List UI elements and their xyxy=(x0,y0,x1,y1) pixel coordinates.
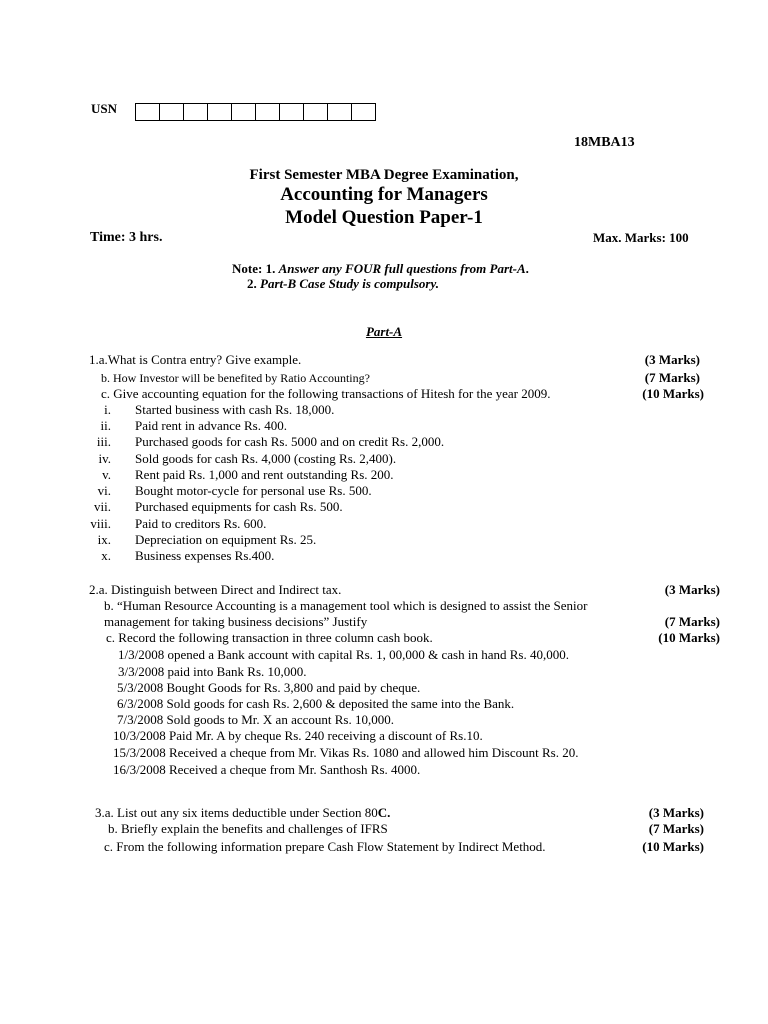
q3b-text: b. Briefly explain the benefits and challenges of IFRS xyxy=(108,821,388,836)
q2c-marks: (10 Marks) xyxy=(658,630,720,645)
q3a-marks: (3 Marks) xyxy=(648,805,704,820)
list-item-number: i. xyxy=(104,402,111,417)
list-item: 5/3/2008 Bought Goods for Rs. 3,800 and paid by cheque. xyxy=(117,680,421,695)
list-item: Rent paid Rs. 1,000 and rent outstanding Rs. 200. xyxy=(135,467,394,482)
list-item: 16/3/2008 Received a cheque from Mr. Santhosh Rs. 4000. xyxy=(113,762,421,777)
list-item-number: iv. xyxy=(98,451,111,466)
q3a-text: 3.a. List out any six items deductible under Section 80C. xyxy=(95,805,391,820)
list-item-number: vii. xyxy=(94,499,111,514)
list-item: Started business with cash Rs. 18,000. xyxy=(135,402,335,417)
time-label: Time: 3 hrs. xyxy=(90,230,163,245)
list-item-number: iii. xyxy=(96,434,111,449)
list-item-number: ix. xyxy=(97,532,111,547)
usn-boxes[interactable] xyxy=(135,103,376,121)
list-item: 15/3/2008 Received a cheque from Mr. Vikas Rs. 1080 and allowed him Discount Rs. 20. xyxy=(113,745,579,760)
list-item: Paid rent in advance Rs. 400. xyxy=(135,418,287,433)
exam-title: First Semester MBA Degree Examination, xyxy=(249,167,519,183)
q2b-marks: (7 Marks) xyxy=(664,614,720,629)
list-item: Purchased goods for cash Rs. 5000 and on credit Rs. 2,000. xyxy=(135,434,445,449)
q2b-text-line1: b. “Human Resource Accounting is a management tool which is designed to assist the Senior xyxy=(104,598,588,613)
q1a-text: 1.a.What is Contra entry? Give example. xyxy=(89,352,302,367)
q1c-marks: (10 Marks) xyxy=(642,386,704,401)
q2c-text: c. Record the following transaction in three column cash book. xyxy=(106,630,433,645)
list-item: Business expenses Rs.400. xyxy=(135,548,275,563)
q3b-marks: (7 Marks) xyxy=(648,821,704,836)
list-item: Purchased equipments for cash Rs. 500. xyxy=(135,499,343,514)
q3c-marks: (10 Marks) xyxy=(642,839,704,854)
subject-title: Accounting for Managers xyxy=(280,184,488,205)
q2b-text-line2: management for taking business decisions” Justify xyxy=(104,614,368,629)
note-line-1: Note: 1. Answer any FOUR full questions from Part-A. xyxy=(232,261,529,276)
list-item: Sold goods for cash Rs. 4,000 (costing Rs. 2,400). xyxy=(135,451,397,466)
usn-label: USN xyxy=(91,101,118,116)
q2a-marks: (3 Marks) xyxy=(664,582,720,597)
list-item: 3/3/2008 paid into Bank Rs. 10,000. xyxy=(118,664,307,679)
q1b-text: b. How Investor will be benefited by Ratio Accounting? xyxy=(101,371,370,385)
max-marks-label: Max. Marks: 100 xyxy=(593,230,689,245)
q1a-marks: (3 Marks) xyxy=(644,352,700,367)
q1c-text: c. Give accounting equation for the following transactions of Hitesh for the year 2009. xyxy=(101,386,551,401)
list-item-number: vi. xyxy=(97,483,111,498)
list-item: 1/3/2008 opened a Bank account with capital Rs. 1, 00,000 & cash in hand Rs. 40,000. xyxy=(118,647,569,662)
list-item-number: viii. xyxy=(90,516,111,531)
q2a-text: 2.a. Distinguish between Direct and Indirect tax. xyxy=(89,582,342,597)
part-a-heading: Part-A xyxy=(365,324,403,339)
list-item: Paid to creditors Rs. 600. xyxy=(135,516,267,531)
q1b-marks: (7 Marks) xyxy=(644,370,700,385)
course-code: 18MBA13 xyxy=(574,135,635,150)
paper-title: Model Question Paper-1 xyxy=(285,207,483,228)
list-item: Depreciation on equipment Rs. 25. xyxy=(135,532,317,547)
q3c-text: c. From the following information prepare Cash Flow Statement by Indirect Method. xyxy=(104,839,546,854)
list-item: 6/3/2008 Sold goods for cash Rs. 2,600 & deposited the same into the Bank. xyxy=(117,696,515,711)
list-item-number: v. xyxy=(102,467,111,482)
list-item-number: x. xyxy=(101,548,111,563)
list-item: Bought motor-cycle for personal use Rs. 500. xyxy=(135,483,372,498)
list-item-number: ii. xyxy=(100,418,111,433)
list-item: 10/3/2008 Paid Mr. A by cheque Rs. 240 receiving a discount of Rs.10. xyxy=(113,728,483,743)
list-item: 7/3/2008 Sold goods to Mr. X an account Rs. 10,000. xyxy=(117,712,394,727)
note-line-2: 2. Part-B Case Study is compulsory. xyxy=(247,276,440,291)
